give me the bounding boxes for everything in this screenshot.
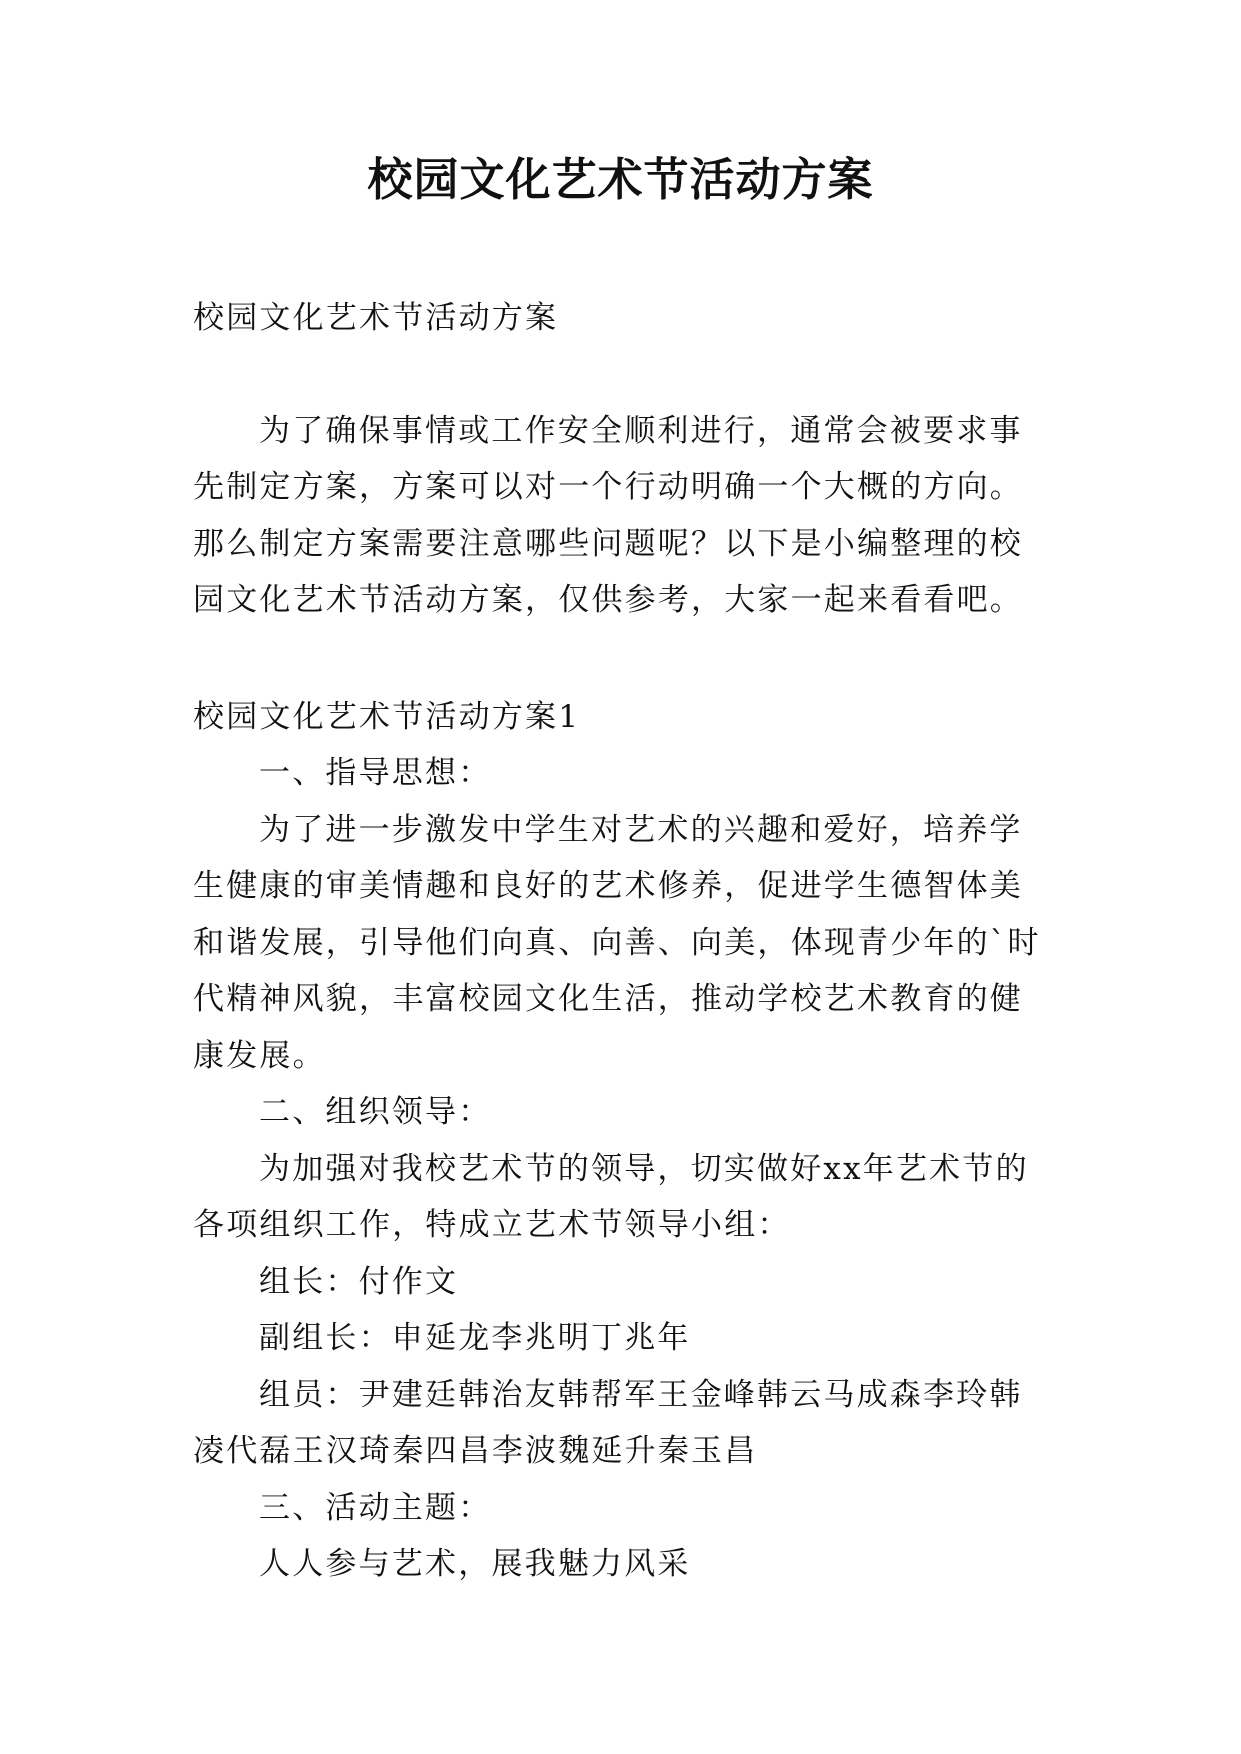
leader-line: 组长：付作文: [259, 1263, 459, 1300]
paragraph-organization: 为加强对我校艺术节的领导，切实做好xx年艺术节的各项组织工作，特成立艺术节领导小组：: [193, 1150, 1029, 1243]
intro-paragraph: 为了确保事情或工作安全顺利进行，通常会被要求事先制定方案，方案可以对一个行动明确一个大概的方向。那么制定方案需要注意哪些问题呢？以下是小编整理的校园文化艺术节活动方案，仅供参考，大家一起来看看吧。: [193, 412, 1023, 618]
theme-line: 人人参与艺术，展我魅力风采: [259, 1546, 691, 1582]
document-body: [193, 290, 1055, 1593]
section-title: 校园文化艺术节活动方案1: [193, 698, 581, 735]
heading-theme: 三、活动主题：: [259, 1489, 492, 1526]
document-title: 校园文化艺术节活动方案: [367, 153, 874, 206]
deputy-leader-line: 副组长：申延龙李兆明丁兆年: [259, 1320, 691, 1356]
heading-guiding-thought: 一、指导思想：: [259, 755, 492, 791]
paragraph-guiding-thought: 为了进一步激发中学生对艺术的兴趣和爱好，培养学生健康的审美情趣和良好的艺术修养，促进学生德智体美和谐发展，引导他们向真、向善、向美，体现青少年的`时代精神风貌，丰富校园文化生活，推动学校艺术教育的健康发展。: [193, 811, 1041, 1074]
heading-organization: 二、组织领导：: [259, 1094, 492, 1130]
members-line: 组员：尹建廷韩治友韩帮军王金峰韩云马成森李玲韩凌代磊王汉琦秦四昌李波魏延升秦玉昌: [193, 1376, 1023, 1469]
document-subtitle: 校园文化艺术节活动方案: [193, 300, 559, 336]
